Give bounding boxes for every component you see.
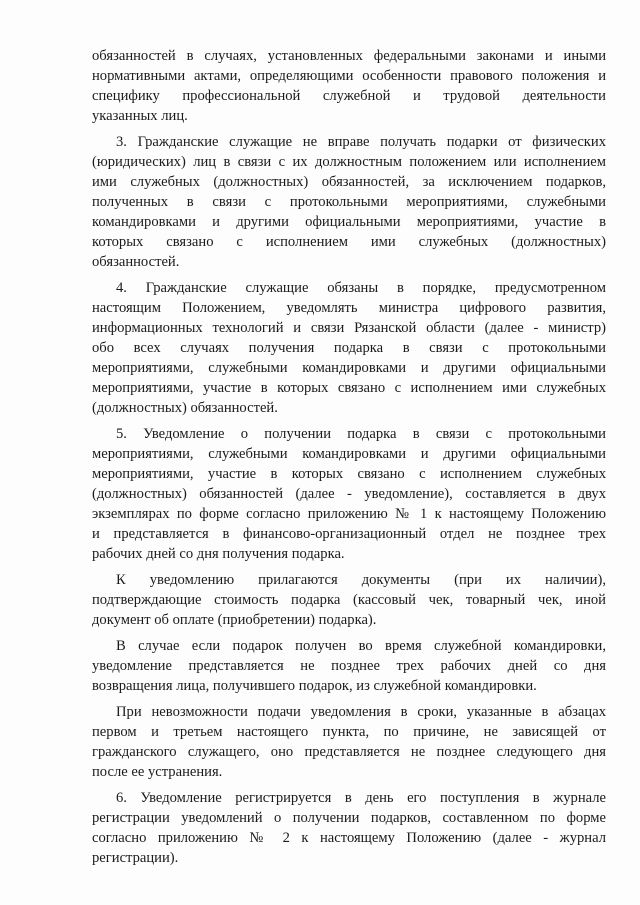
text-line: рабочих дней со дня получения подарка. [92, 546, 345, 562]
text-line: информационных технологий и связи Рязанской области (далее - министр) [92, 320, 606, 336]
text-line: обязанностей в случаях, установленных федеральными законами и иными [92, 48, 606, 64]
paragraph-impossible [92, 702, 606, 782]
text-line: регистрации). [92, 850, 179, 866]
text-line: В случае если подарок получен во время служебной командировки, [116, 638, 606, 654]
text-line: обо всех случаях получения подарка в связи с протокольными [92, 340, 606, 356]
text-line: специфику профессиональной служебной и трудовой деятельности [92, 88, 606, 104]
text-line: командировками и другими официальными мероприятиями, участие в [92, 214, 606, 230]
text-line: 5. Уведомление о получении подарка в связи с протокольными [116, 426, 606, 442]
text-line: документ об оплате (приобретении) подарка). [92, 612, 377, 628]
text-line: При невозможности подачи уведомления в сроки, указанные в абзацах [116, 704, 606, 720]
text-line: указанных лиц. [92, 108, 188, 124]
paragraph-trip [92, 636, 606, 696]
paragraph-item-6 [92, 788, 606, 868]
text-line: ими служебных (должностных) обязанностей, за исключением подарков, [92, 174, 606, 190]
text-line: мероприятиями, участие в которых связано с исполнением служебных [92, 466, 606, 482]
text-line: которых связано с исполнением ими служебных (должностных) [92, 234, 606, 250]
text-line: мероприятиями, служебными командировками и другими официальными [92, 360, 606, 376]
text-line: 3. Гражданские служащие не вправе получать подарки от физических [116, 134, 606, 150]
text-line: обязанностей. [92, 254, 180, 270]
text-line: мероприятиями, служебными командировками и другими официальными [92, 446, 606, 462]
text-line: гражданского служащего, оно представляется не позднее следующего дня [92, 744, 606, 760]
text-line: К уведомлению прилагаются документы (при их наличии), [116, 572, 606, 588]
text-line: 4. Гражданские служащие обязаны в порядке, предусмотренном [116, 280, 606, 296]
text-line: экземплярах по форме согласно приложению № 1 к настоящему Положению [92, 506, 606, 522]
text-line: 6. Уведомление регистрируется в день его поступления в журнале [116, 790, 606, 806]
paragraph-item-4 [92, 278, 606, 418]
text-line: подтверждающие стоимость подарка (кассовый чек, товарный чек, иной [92, 592, 606, 608]
text-line: мероприятиями, участие в которых связано с исполнением ими служебных [92, 380, 606, 396]
text-line: (должностных) обязанностей (далее - уведомление), составляется в двух [92, 486, 606, 502]
text-line: (юридических) лиц в связи с их должностным положением или исполнением [92, 154, 606, 170]
text-line: и представляется в финансово-организационный отдел не позднее трех [92, 526, 606, 542]
text-line: нормативными актами, определяющими особенности правового положения и [92, 68, 606, 84]
text-line: уведомление представляется не позднее трех рабочих дней со дня [92, 658, 606, 674]
text-line: регистрации уведомлений о получении подарков, составленном по форме [92, 810, 606, 826]
paragraph-item-3 [92, 132, 606, 272]
paragraph-documents [92, 570, 606, 630]
text-line: после ее устранения. [92, 764, 223, 780]
paragraph-item-5 [92, 424, 606, 564]
paragraph-continuation [92, 46, 606, 126]
text-line: настоящим Положением, уведомлять министра цифрового развития, [92, 300, 606, 316]
text-line: первом и третьем настоящего пункта, по причине, не зависящей от [92, 724, 606, 740]
text-line: возвращения лица, получившего подарок, из служебной командировки. [92, 678, 537, 694]
text-line: согласно приложению № 2 к настоящему Положению (далее - журнал [92, 830, 606, 846]
text-line: (должностных) обязанностей. [92, 400, 278, 416]
text-line: полученных в связи с протокольными мероприятиями, служебными [92, 194, 606, 210]
document-body [92, 46, 606, 874]
